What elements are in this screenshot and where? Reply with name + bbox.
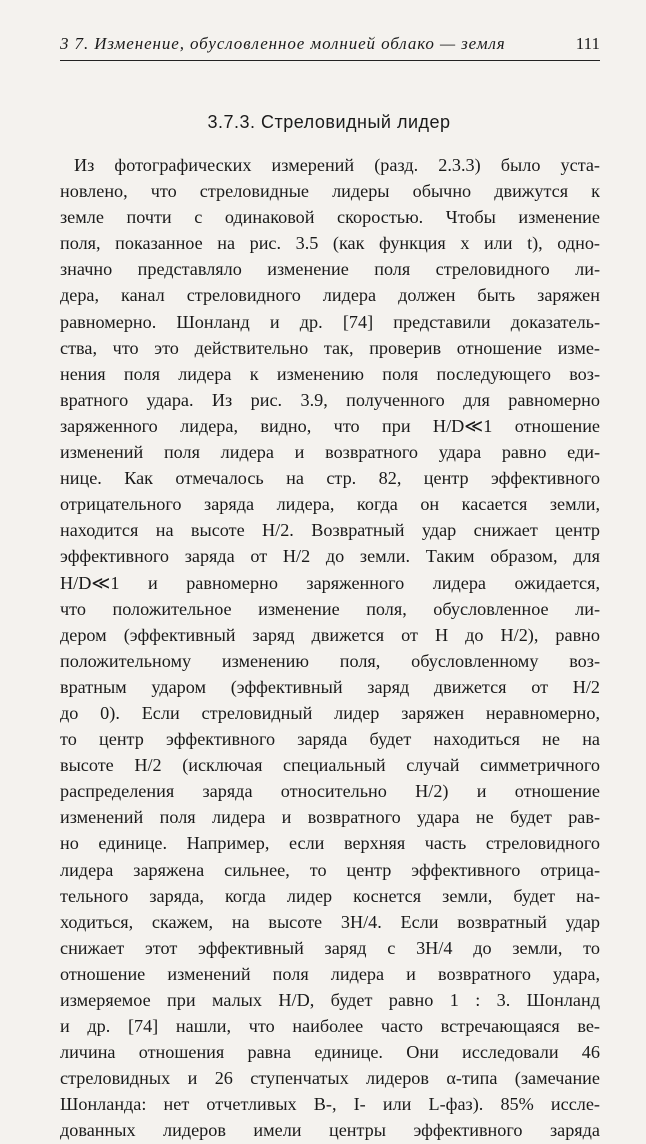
text-line: Из фотографических измерений (разд. 2.3.3) было уста- bbox=[74, 155, 600, 175]
text-line: эффективного заряда от H/2 до земли. Таким образом, для bbox=[60, 546, 600, 567]
text-line: дером (эффективный заряд движется от H до H/2), равно bbox=[60, 624, 600, 645]
text-line: дованных лидеров имели центры эффективного заряда bbox=[60, 1120, 600, 1141]
text-line: вратным ударом (эффективный заряд движется от H/2 bbox=[60, 676, 600, 697]
text-line: отношение изменений поля лидера и возвратного удара, bbox=[60, 963, 600, 984]
text-line: до 0). Если стреловидный лидер заряжен неравномерно, bbox=[60, 702, 600, 723]
text-line: ства, что это действительно так, проверив отношение изме- bbox=[60, 337, 600, 358]
text-line: заряженного лидера, видно, что при H/D≪1 отношение bbox=[60, 415, 600, 436]
text-line: снижает этот эффективный заряд с 3H/4 до земли, то bbox=[60, 937, 600, 958]
running-head bbox=[60, 30, 600, 56]
text-line: H/D≪1 и равномерно заряженного лидера ожидается, bbox=[60, 572, 600, 593]
text-line: изменений поля лидера и возвратного удара не будет рав- bbox=[60, 807, 600, 828]
section-heading: 3.7.3. Стреловидный лидер bbox=[207, 112, 451, 132]
text-line: Шонланда: нет отчетливых B-, I- или L-фаз). 85% иссле- bbox=[60, 1094, 600, 1115]
text-line: но единице. Например, если верхняя часть стреловидного bbox=[60, 833, 600, 854]
text-line: равномерно. Шонланд и др. [74] представили доказатель- bbox=[60, 311, 600, 332]
text-line: и др. [74] нашли, что наиболее часто встречающаяся ве- bbox=[60, 1016, 600, 1037]
text-line: вратного удара. Из рис. 3.9, полученного для равномерно bbox=[60, 389, 600, 410]
text-line: лидера заряжена сильнее, то центр эффективного отрица- bbox=[60, 859, 600, 880]
text-line: отрицательного заряда лидера, когда он касается земли, bbox=[60, 494, 600, 515]
text-line: ходиться, скажем, на высоте 3H/4. Если возвратный удар bbox=[60, 911, 600, 932]
text-line: распределения заряда относительно H/2) и отношение bbox=[60, 781, 600, 802]
header-rule bbox=[60, 60, 600, 61]
text-line: земле почти с одинаковой скоростью. Чтобы изменение bbox=[60, 207, 600, 228]
text-line: находится на высоте H/2. Возвратный удар снижает центр bbox=[60, 520, 600, 541]
body-paragraph bbox=[60, 152, 600, 1144]
text-line: что положительное изменение поля, обусловленное ли- bbox=[60, 598, 600, 619]
text-line: нения поля лидера к изменению поля последующего воз- bbox=[60, 363, 600, 384]
text-line: стреловидных и 26 ступенчатых лидеров α-типа (замечание bbox=[60, 1068, 600, 1089]
text-line: поля, показанное на рис. 3.5 (как функция x или t), одно- bbox=[60, 233, 600, 254]
running-title: 3 7. Изменение, обусловленное молнией облако — земля bbox=[60, 34, 506, 53]
text-line: нице. Как отмечалось на стр. 82, центр эффективного bbox=[60, 468, 600, 489]
text-line: то центр эффективного заряда будет находиться не на bbox=[60, 729, 600, 750]
text-line: положительному изменению поля, обусловленному воз- bbox=[60, 650, 600, 671]
text-line: тельного заряда, когда лидер коснется земли, будет на- bbox=[60, 885, 600, 906]
page-number: 111 bbox=[575, 34, 600, 53]
text-line: личина отношения равна единице. Они исследовали 46 bbox=[60, 1042, 600, 1063]
text-line: новлено, что стреловидные лидеры обычно движутся к bbox=[60, 181, 600, 202]
text-line: значно представляло изменение поля стреловидного ли- bbox=[60, 259, 600, 280]
text-line: измеряемое при малых H/D, будет равно 1 : 3. Шонланд bbox=[60, 990, 600, 1010]
text-line: высоте H/2 (исключая специальный случай симметричного bbox=[60, 755, 600, 776]
text-line: изменений поля лидера и возвратного удара равно еди- bbox=[60, 442, 600, 463]
text-line: дера, канал стреловидного лидера должен быть заряжен bbox=[60, 285, 600, 306]
